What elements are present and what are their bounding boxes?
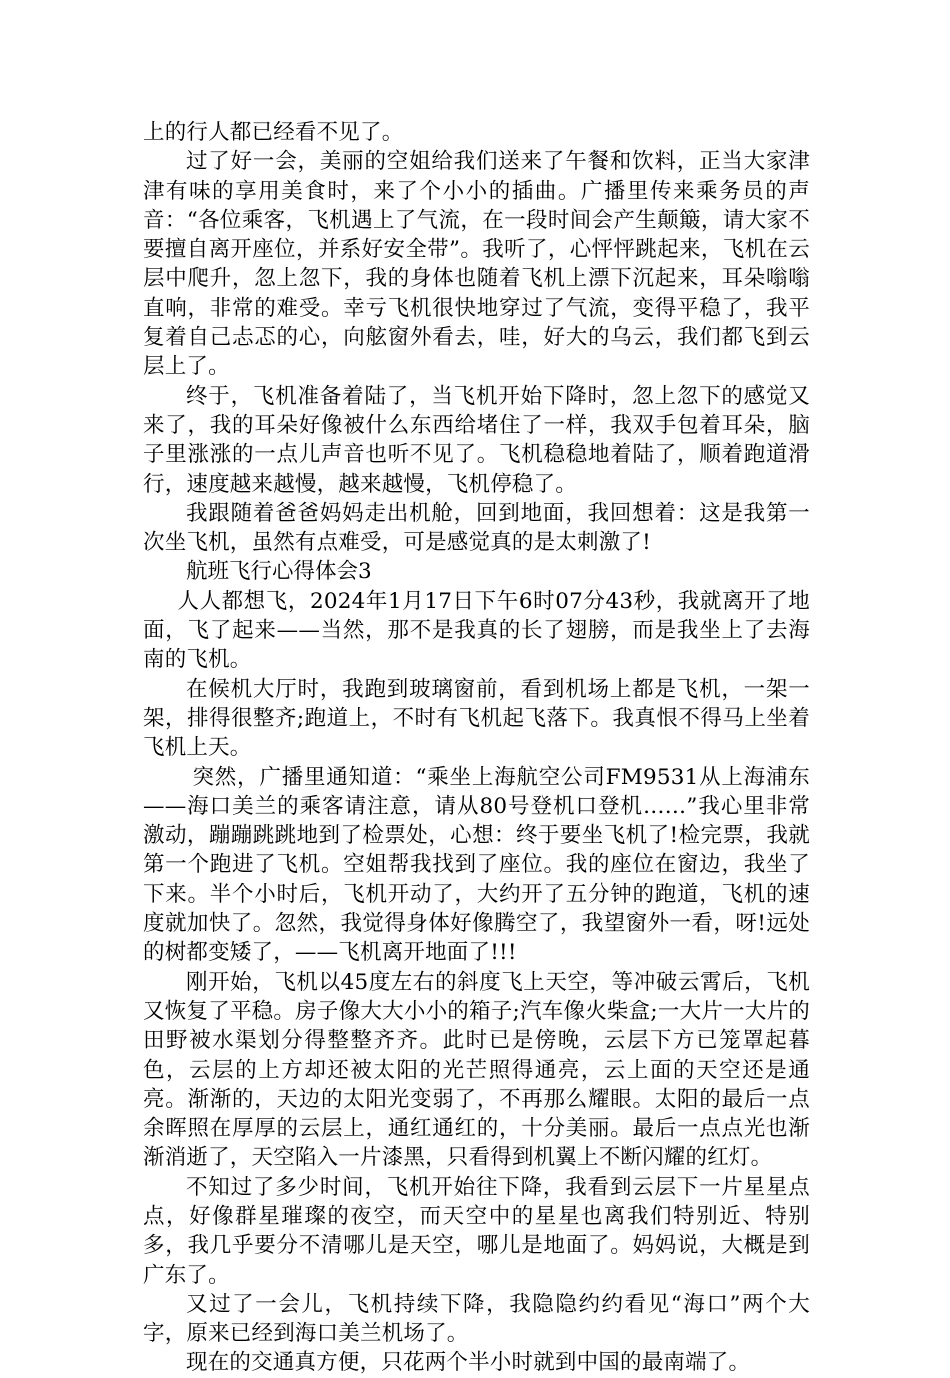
paragraph-4: 我跟随着爸爸妈妈走出机舱，回到地面，我回想着：这是我第一次坐飞机，虽然有点难受，可是感觉真的是太刺激了! (143, 500, 810, 556)
paragraph-7: 突然，广播里通知道：“乘坐上海航空公司FM9531从上海浦东——海口美兰的乘客请注意，请从80号登机口登机……”我心里非常激动，蹦蹦跳跳地到了检票处，心想：终于要坐飞机了!检完票，我就第一个跑进了飞机。空姐帮我找到了座位。我的座位在窗边，我坐了下来。半个小时后，飞机开动了，大约开了五分钟的跑道，飞机的速度就加快了。忽然，我觉得身体好像腾空了，我望窗外一看，呀!远处的树都变矮了，——飞机离开地面了!!! (143, 764, 810, 966)
paragraph-10: 又过了一会儿，飞机持续下降，我隐隐约约看见“海口”两个大字，原来已经到海口美兰机场了。 (143, 1291, 810, 1347)
paragraph-5: 人人都想飞，2024年1月17日下午6时07分43秒，我就离开了地面，飞了起来——当然，那不是我真的长了翅膀，而是我坐上了去海南的飞机。 (143, 588, 810, 673)
paragraph-11: 现在的交通真方便，只花两个半小时就到中国的最南端了。 (186, 1350, 751, 1376)
paragraph-3: 终于，飞机准备着陆了，当飞机开始下降时，忽上忽下的感觉又来了，我的耳朵好像被什么东西给堵住了一样，我双手包着耳朵，脑子里涨涨的一点儿声音也听不见了。飞机稳稳地着陆了，顺着跑道滑行，速度越来越慢，越来越慢，飞机停稳了。 (143, 383, 810, 497)
section-heading: 航班飞行心得体会3 (186, 559, 372, 585)
paragraph-6: 在候机大厅时，我跑到玻璃窗前，看到机场上都是飞机，一架一架，排得很整齐;跑道上，不时有飞机起飞落下。我真恨不得马上坐着飞机上天。 (143, 676, 810, 761)
paragraph-1: 上的行人都已经看不见了。 (143, 120, 404, 145)
paragraph-9: 不知过了多少时间，飞机开始往下降，我看到云层下一片星星点点，好像群星璀璨的夜空，而天空中的星星也离我们特别近、特别多，我几乎要分不清哪儿是天空，哪儿是地面了。妈妈说，大概是到广东了。 (143, 1174, 810, 1288)
paragraph-2: 过了好一会，美丽的空姐给我们送来了午餐和饮料，正当大家津津有味的享用美食时，来了个小小的插曲。广播里传来乘务员的声音：“各位乘客，飞机遇上了气流，在一段时间会产生颠簸，请大家不要擅自离开座位，并系好安全带”。我听了，心怦怦跳起来，飞机在云层中爬升，忽上忽下，我的身体也随着飞机上漂下沉起来，耳朵嗡嗡直响，非常的难受。幸亏飞机很快地穿过了气流，变得平稳了，我平复着自己忐忑的心，向舷窗外看去，哇，好大的乌云，我们都飞到云层上了。 (143, 149, 810, 380)
document-page (143, 118, 810, 1378)
paragraph-8: 刚开始，飞机以45度左右的斜度飞上天空，等冲破云霄后，飞机又恢复了平稳。房子像大大小小的箱子;汽车像火柴盒;一大片一大片的田野被水渠划分得整整齐齐。此时已是傍晚，云层下方已笼罩起暮色，云层的上方却还被太阳的光芒照得通亮，云上面的天空还是通亮。渐渐的，天边的太阳光变弱了，不再那么耀眼。太阳的最后一点余晖照在厚厚的云层上，通红通红的，十分美丽。最后一点点光也渐渐消逝了，天空陷入一片漆黑，只看得到机翼上不断闪耀的红灯。 (143, 969, 810, 1171)
